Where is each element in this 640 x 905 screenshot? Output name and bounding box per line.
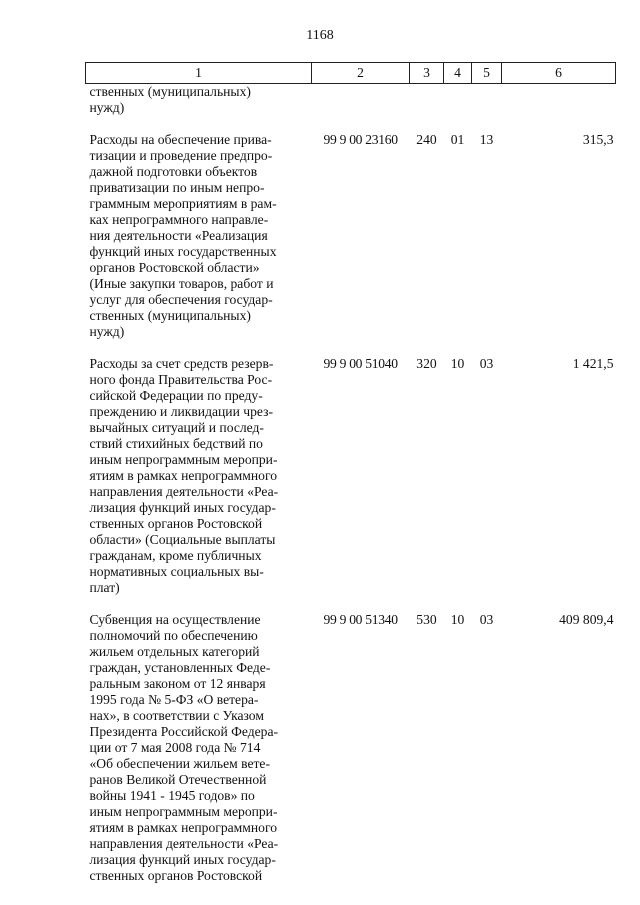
description-line: направления деятельности «Реа-	[89, 836, 279, 851]
row-section: 01	[450, 132, 465, 147]
description-line: направления деятельности «Реа-	[89, 484, 279, 499]
description-line: 1995 года № 5-ФЗ «О ветера-	[89, 692, 259, 707]
row-section: 10	[450, 612, 465, 627]
description-line: нах», в соответствии с Указом	[89, 708, 264, 723]
row-amount	[502, 84, 616, 133]
row-expense-type: 320	[416, 356, 437, 371]
page-number: 1168	[306, 28, 334, 43]
row-description	[86, 84, 312, 133]
row-description	[86, 132, 312, 356]
description-line: Президента Российской Федера-	[89, 724, 279, 739]
table-row	[86, 84, 616, 133]
description-line: плат)	[89, 580, 120, 595]
description-line: преждению и ликвидации чрез-	[89, 404, 273, 419]
description-line: нужд)	[89, 324, 125, 339]
description-line: граждан, установленных Феде-	[89, 660, 271, 675]
description-line: лизация функций иных государ-	[89, 500, 276, 515]
description-line: услуг для обеспечения государ-	[89, 292, 273, 307]
description-line: области» (Социальные выплаты	[89, 532, 276, 547]
column-number-3: 3	[410, 63, 444, 84]
description-line: «Об обеспечении жильем вете-	[89, 756, 270, 771]
description-line: ственных органов Ростовской	[89, 868, 263, 883]
row-amount: 1 421,5	[572, 356, 614, 371]
description-line: ственных (муниципальных)	[89, 308, 251, 323]
table-row	[86, 356, 616, 612]
row-target-code: 99 9 00 51040	[323, 356, 398, 371]
description-line: ствий стихийных бедствий по	[89, 436, 263, 451]
description-line: ного фонда Правительства Рос-	[89, 372, 273, 387]
description-line: органов Ростовской области»	[89, 260, 260, 275]
description-line: граммным мероприятиям в рам-	[89, 196, 277, 211]
column-number-4: 4	[444, 63, 472, 84]
description-line: полномочий по обеспечению	[89, 628, 258, 643]
row-amount: 409 809,4	[559, 612, 614, 627]
description-line: ятиям в рамках непрограммного	[89, 468, 277, 483]
description-line: Субвенция на осуществление	[89, 612, 261, 627]
row-section	[444, 84, 472, 133]
column-number-1: 1	[86, 63, 312, 84]
row-expense-type: 530	[416, 612, 437, 627]
row-section: 10	[450, 356, 465, 371]
description-line: ственных (муниципальных)	[89, 84, 251, 99]
column-number-header-row	[86, 63, 616, 84]
description-line: ятиям в рамках непрограммного	[89, 820, 277, 835]
description-line: дажной подготовки объектов	[89, 164, 258, 179]
description-line: ния деятельности «Реализация	[89, 228, 268, 243]
description-line: иным непрограммным меропри-	[89, 804, 278, 819]
table-row	[86, 132, 616, 356]
description-line: (Иные закупки товаров, работ и	[89, 276, 274, 291]
description-line: жильем отдельных категорий	[89, 644, 260, 659]
description-line: сийской Федерации по преду-	[89, 388, 263, 403]
row-description	[86, 356, 312, 612]
column-number-6: 6	[502, 63, 616, 84]
budget-table	[85, 62, 616, 900]
description-line: войны 1941 - 1945 годов» по	[89, 788, 255, 803]
description-line: гражданам, кроме публичных	[89, 548, 262, 563]
description-line: ральным законом от 12 января	[89, 676, 266, 691]
description-line: вычайных ситуаций и послед-	[89, 420, 264, 435]
row-target-code: 99 9 00 23160	[323, 132, 398, 147]
row-subsection	[472, 84, 502, 133]
row-subsection: 03	[479, 356, 494, 371]
column-number-2: 2	[312, 63, 410, 84]
row-amount: 315,3	[582, 132, 614, 147]
row-expense-type	[410, 84, 444, 133]
description-line: ранов Великой Отечественной	[89, 772, 267, 787]
description-line: Расходы на обеспечение прива-	[89, 132, 272, 147]
row-subsection: 13	[479, 132, 494, 147]
row-expense-type: 240	[416, 132, 437, 147]
description-line: Расходы за счет средств резерв-	[89, 356, 274, 371]
row-subsection: 03	[479, 612, 494, 627]
description-line: нужд)	[89, 100, 125, 115]
row-description	[86, 612, 312, 900]
column-number-5: 5	[472, 63, 502, 84]
description-line: тизации и проведение предпро-	[89, 148, 273, 163]
description-line: нормативных социальных вы-	[89, 564, 264, 579]
description-line: ственных органов Ростовской	[89, 516, 263, 531]
description-line: ции от 7 мая 2008 года № 714	[89, 740, 261, 755]
description-line: лизация функций иных государ-	[89, 852, 276, 867]
table-row	[86, 612, 616, 900]
description-line: приватизации по иным непро-	[89, 180, 265, 195]
description-line: функций иных государственных	[89, 244, 277, 259]
description-line: иным непрограммным меропри-	[89, 452, 278, 467]
row-target-code: 99 9 00 51340	[323, 612, 398, 627]
row-target-code	[312, 84, 410, 133]
description-line: ках непрограммного направле-	[89, 212, 269, 227]
